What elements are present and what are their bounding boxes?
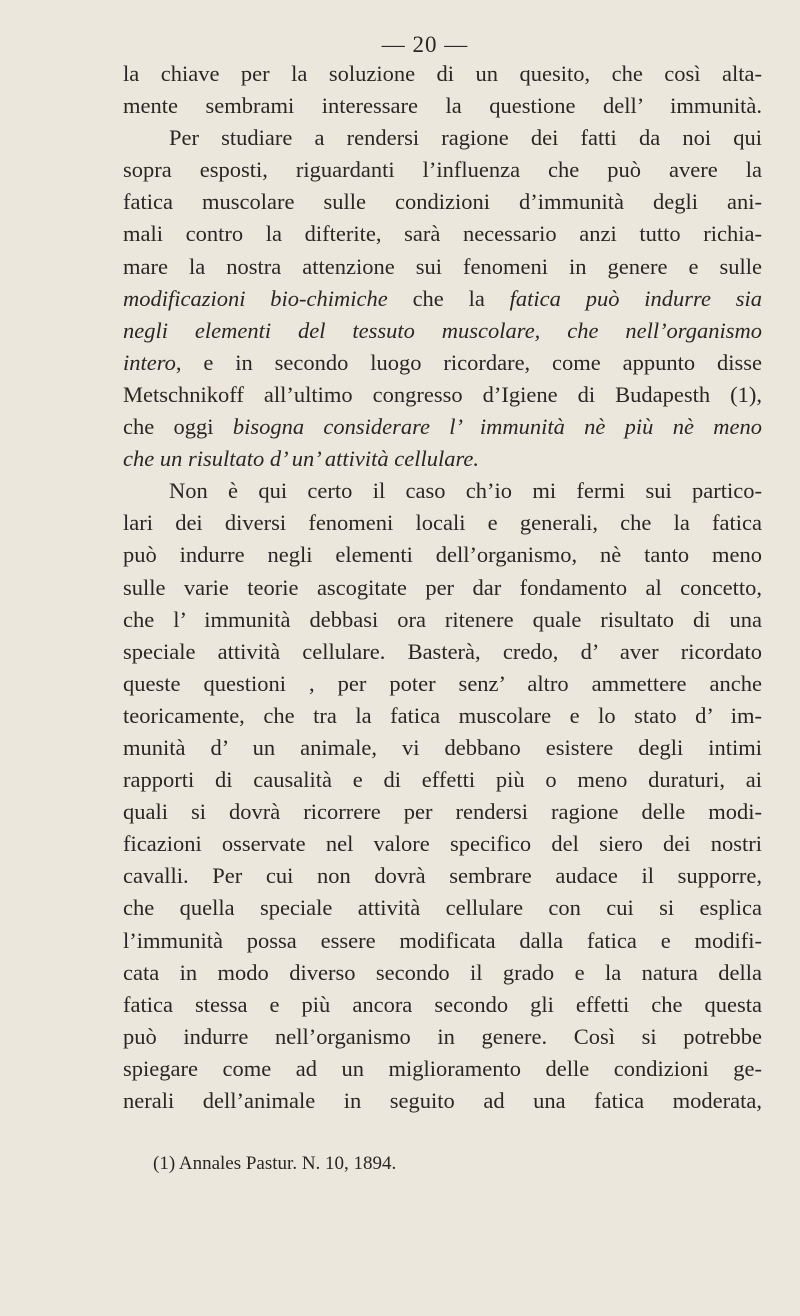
text-line xyxy=(123,539,762,571)
italic-text: negli elementi del tessuto muscolare, che nell’organismo xyxy=(123,317,762,343)
text-segment: nerali dell’animale in seguito ad una fatica moderata, xyxy=(123,1088,762,1113)
text-segment: fatica stessa e più ancora secondo gli effetti che questa xyxy=(123,991,762,1017)
text-segment: che quella speciale attività cellulare con cui si esplica xyxy=(123,895,762,921)
text-segment: Per studiare a rendersi ragione dei fatti da noi qui xyxy=(169,125,762,151)
text-line xyxy=(123,604,762,636)
text-segment: fatica muscolare sulle condizioni d’immunità degli ani- xyxy=(123,189,762,215)
italic-text: che un risultato d’ un’ attività cellulare. xyxy=(123,446,479,472)
italic-text: fatica può indurre sia xyxy=(509,285,762,311)
text-line xyxy=(123,347,762,379)
text-segment: quali si dovrà ricorrere per rendersi ragione delle modi- xyxy=(123,799,762,825)
text-segment: sulle varie teorie ascogitate per dar fondamento al concetto, xyxy=(123,574,762,600)
text-line xyxy=(123,892,762,924)
text-line xyxy=(123,154,762,186)
text-segment: che oggi xyxy=(123,414,233,440)
footnote: (1) Annales Pastur. N. 10, 1894. xyxy=(153,1153,397,1174)
text-segment: può indurre nell’organismo in genere. Così si potrebbe xyxy=(123,1023,762,1049)
text-line xyxy=(123,636,762,668)
text-line xyxy=(123,186,762,218)
text-line xyxy=(123,764,762,796)
text-line xyxy=(123,475,762,507)
text-segment: che la xyxy=(387,285,510,311)
text-segment: sopra esposti, riguardanti l’influenza che può avere la xyxy=(123,157,762,183)
body-text xyxy=(123,58,762,1117)
text-line xyxy=(123,700,762,732)
text-segment: lari dei diversi fenomeni locali e generali, che la fatica xyxy=(123,510,762,536)
text-line xyxy=(123,1085,762,1117)
text-segment: cata in modo diverso secondo il grado e la natura della xyxy=(123,959,762,985)
text-segment: queste questioni , per poter senz’ altro ammettere anche xyxy=(123,670,762,696)
text-line xyxy=(123,860,762,892)
italic-text: intero xyxy=(123,349,176,375)
text-line xyxy=(123,1021,762,1053)
text-segment: spiegare come ad un miglioramento delle condizioni ge- xyxy=(123,1055,762,1081)
text-segment: rapporti di causalità e di effetti più o meno duraturi, ai xyxy=(123,767,762,793)
text-line xyxy=(123,507,762,539)
text-segment: ficazioni osservate nel valore specifico del siero dei nostri xyxy=(123,831,762,857)
text-line xyxy=(123,443,762,475)
text-segment: mente sembrami interessare la questione dell’ immunità. xyxy=(123,93,762,119)
text-segment: munità d’ un animale, vi debbano esistere degli intimi xyxy=(123,734,762,760)
text-line xyxy=(123,90,762,122)
text-segment: l’immunità possa essere modificata dalla fatica e modifi- xyxy=(123,927,762,953)
text-segment: , e in secondo luogo ricordare, come appunto disse xyxy=(175,349,762,375)
page-number-header: — 20 — xyxy=(381,32,469,57)
text-line xyxy=(123,732,762,764)
text-segment: Non è qui certo il caso ch’io mi fermi sui partico- xyxy=(169,478,762,504)
text-line xyxy=(123,411,762,443)
text-segment: teoricamente, che tra la fatica muscolare e lo stato d’ im- xyxy=(123,702,762,728)
text-line xyxy=(123,58,762,90)
italic-text: bisogna considerare l’ immunità nè più nè meno xyxy=(232,414,762,440)
text-line xyxy=(123,315,762,347)
text-line xyxy=(123,828,762,860)
text-segment: può indurre negli elementi dell’organismo, nè tanto meno xyxy=(123,542,762,568)
text-segment: mali contro la difterite, sarà necessario anzi tutto richia- xyxy=(123,221,762,247)
text-line xyxy=(123,572,762,604)
italic-text: modificazioni bio-chimiche xyxy=(123,285,388,311)
text-line xyxy=(123,925,762,957)
text-line xyxy=(123,796,762,828)
text-line xyxy=(123,957,762,989)
text-line xyxy=(123,379,762,411)
text-line xyxy=(123,122,762,154)
text-line xyxy=(123,218,762,250)
text-segment: mare la nostra attenzione sui fenomeni in genere e sulle xyxy=(123,253,762,279)
text-segment: la chiave per la soluzione di un quesito, che così alta- xyxy=(123,61,762,86)
text-segment: che l’ immunità debbasi ora ritenere quale risultato di una xyxy=(123,606,762,632)
text-line xyxy=(123,1053,762,1085)
text-line xyxy=(123,989,762,1021)
text-segment: Metschnikoff all’ultimo congresso d’Igiene di Budapesth (1), xyxy=(123,381,762,407)
text-line xyxy=(123,283,762,315)
text-line xyxy=(123,251,762,283)
text-line xyxy=(123,668,762,700)
text-segment: speciale attività cellulare. Basterà, credo, d’ aver ricordato xyxy=(123,638,762,664)
text-segment: cavalli. Per cui non dovrà sembrare audace il supporre, xyxy=(123,863,762,889)
